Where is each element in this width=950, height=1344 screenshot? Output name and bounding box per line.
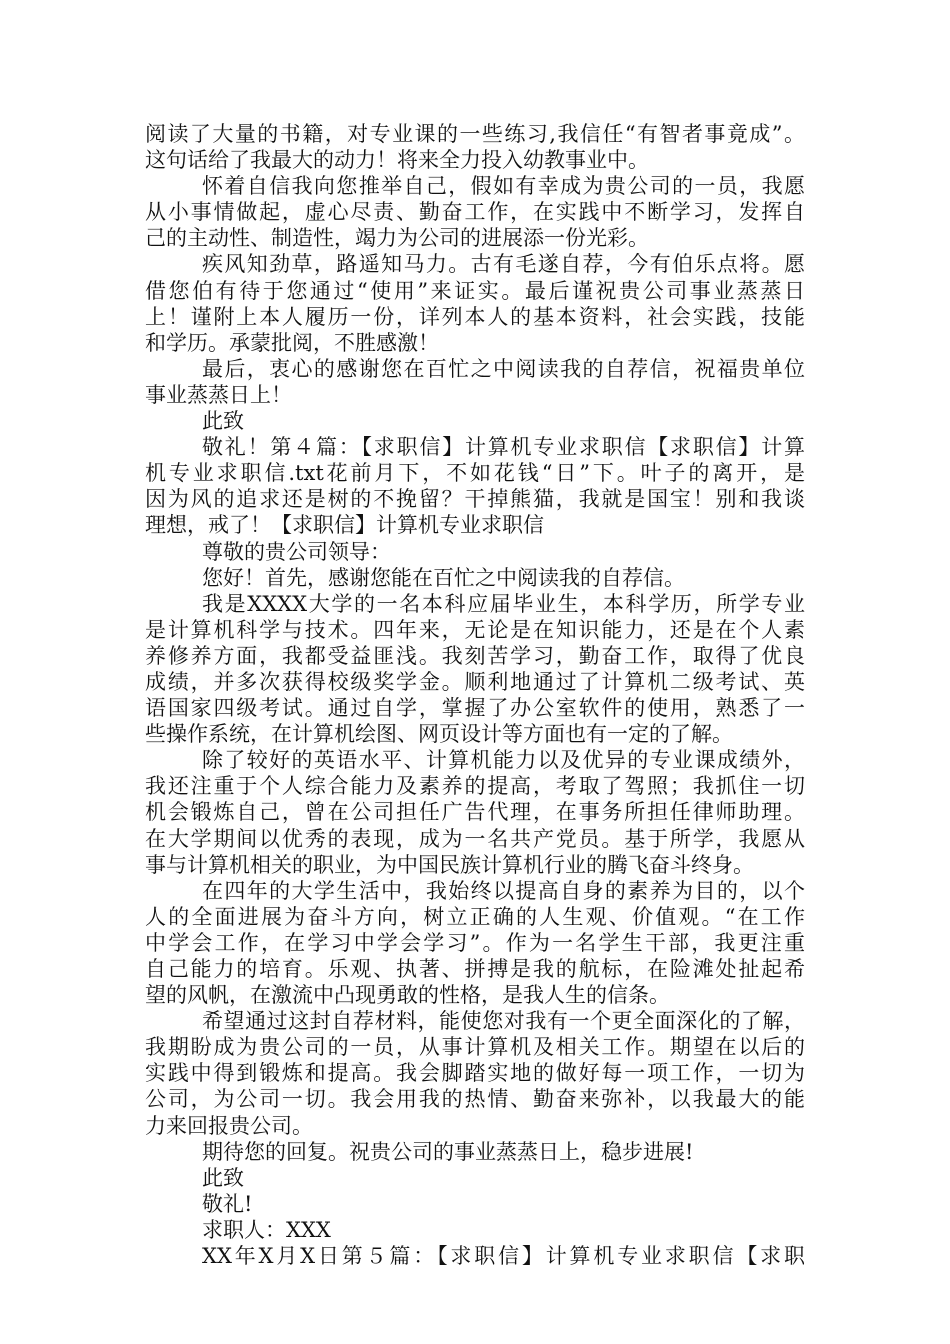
text-line: 此致	[202, 1165, 244, 1190]
text-line: 中学会工作，在学习中学会学习”。作为一名学生干部，我更注重	[145, 930, 805, 955]
document-body	[145, 121, 805, 1269]
text-line: 怀着自信我向您推举自己，假如有幸成为贵公司的一员，我愿	[202, 174, 805, 199]
text-line: 些操作系统，在计算机绘图、网页设计等方面也有一定的了解。	[145, 722, 733, 747]
text-line: 在大学期间以优秀的表现，成为一名共产党员。基于所学，我愿从	[145, 826, 805, 851]
text-line: 自己能力的培育。乐观、执著、拼搏是我的航标，在险滩处扯起希	[145, 957, 805, 981]
text-line: 理想，戒了！【求职信】计算机专业求职信	[145, 513, 544, 538]
text-line: 和学历。承蒙批阅，不胜感激！	[145, 330, 439, 355]
text-line: 成绩，并多次获得校级奖学金。顺利地通过了计算机二级考试、英	[145, 669, 805, 694]
text-line: 期待您的回复。祝贵公司的事业蒸蒸日上，稳步进展!	[202, 1139, 694, 1164]
text-line: 借您伯有待于您通过“使用”来证实。最后谨祝贵公司事业蒸蒸日	[145, 278, 805, 303]
text-line: 己的主动性、制造性，竭力为公司的进展添一份光彩。	[145, 226, 649, 251]
text-line: 机专业求职信.txt花前月下，不如花钱“日”下。叶子的离开，是	[145, 461, 805, 486]
text-line: 您好！首先，感谢您能在百忙之中阅读我的自荐信。	[202, 565, 685, 590]
text-line: 希望通过这封自荐材料，能使您对我有一个更全面深化的了解，	[202, 1009, 805, 1034]
text-line: 我是XXXX大学的一名本科应届毕业生，本科学历，所学专业	[202, 591, 805, 616]
text-line: 尊敬的贵公司领导：	[202, 539, 391, 564]
text-line: 在四年的大学生活中，我始终以提高自身的素养为目的，以个	[202, 878, 805, 903]
text-line: 是计算机科学与技术。四年来，无论是在知识能力，还是在个人素	[145, 617, 805, 642]
text-line: 敬礼!	[202, 1191, 253, 1216]
text-line: XX年X月X日第５篇：【求职信】计算机专业求职信【求职	[202, 1244, 805, 1269]
text-line: 阅读了大量的书籍，对专业课的一些练习,我信任“有智者事竟成”。	[145, 122, 805, 146]
text-line: 实践中得到锻炼和提高。我会脚踏实地的做好每一项工作，一切为	[145, 1061, 805, 1086]
text-line: 人的全面进展为奋斗方向，树立正确的人生观、价值观。“在工作	[145, 904, 805, 929]
text-line: 求职人：XXX	[202, 1217, 331, 1242]
text-line: 我还注重于个人综合能力及素养的提高，考取了驾照；我抓住一切	[145, 774, 805, 799]
text-line: 我期盼成为贵公司的一员，从事计算机及相关工作。期望在以后的	[145, 1035, 805, 1060]
text-line: 因为风的追求还是树的不挽留？干掉熊猫，我就是国宝！别和我谈	[145, 487, 805, 512]
text-line: 上！谨附上本人履历一份，详列本人的基本资料，社会实践，技能	[145, 304, 805, 329]
text-line: 这句话给了我最大的动力！将来全力投入幼教事业中。	[145, 148, 649, 173]
text-line: 从小事情做起，虚心尽责、勤奋工作，在实践中不断学习，发挥自	[145, 200, 805, 225]
text-line: 除了较好的英语水平、计算机能力以及优异的专业课成绩外，	[202, 748, 805, 773]
text-line: 疾风知劲草，路遥知马力。古有毛遂自荐，今有伯乐点将。愿	[202, 252, 805, 277]
text-line: 公司，为公司一切。我会用我的热情、勤奋来弥补，以我最大的能	[145, 1087, 805, 1112]
text-line: 养修养方面，我都受益匪浅。我刻苦学习，勤奋工作，取得了优良	[145, 643, 805, 668]
text-line: 此致	[202, 409, 244, 434]
text-line: 望的风帆，在激流中凸现勇敢的性格，是我人生的信条。	[145, 983, 670, 1008]
text-line: 语国家四级考试。通过自学，掌握了办公室软件的使用，熟悉了一	[145, 696, 805, 721]
text-line: 最后，衷心的感谢您在百忙之中阅读我的自荐信，祝福贵单位	[202, 356, 805, 381]
text-line: 力来回报贵公司。	[145, 1113, 313, 1138]
text-line: 敬礼！第４篇：【求职信】计算机专业求职信【求职信】计算	[202, 435, 805, 460]
text-line: 事与计算机相关的职业，为中国民族计算机行业的腾飞奋斗终身。	[145, 852, 754, 877]
text-line: 机会锻炼自己，曾在公司担任广告代理，在事务所担任律师助理。	[145, 800, 805, 825]
text-line: 事业蒸蒸日上！	[145, 382, 292, 407]
